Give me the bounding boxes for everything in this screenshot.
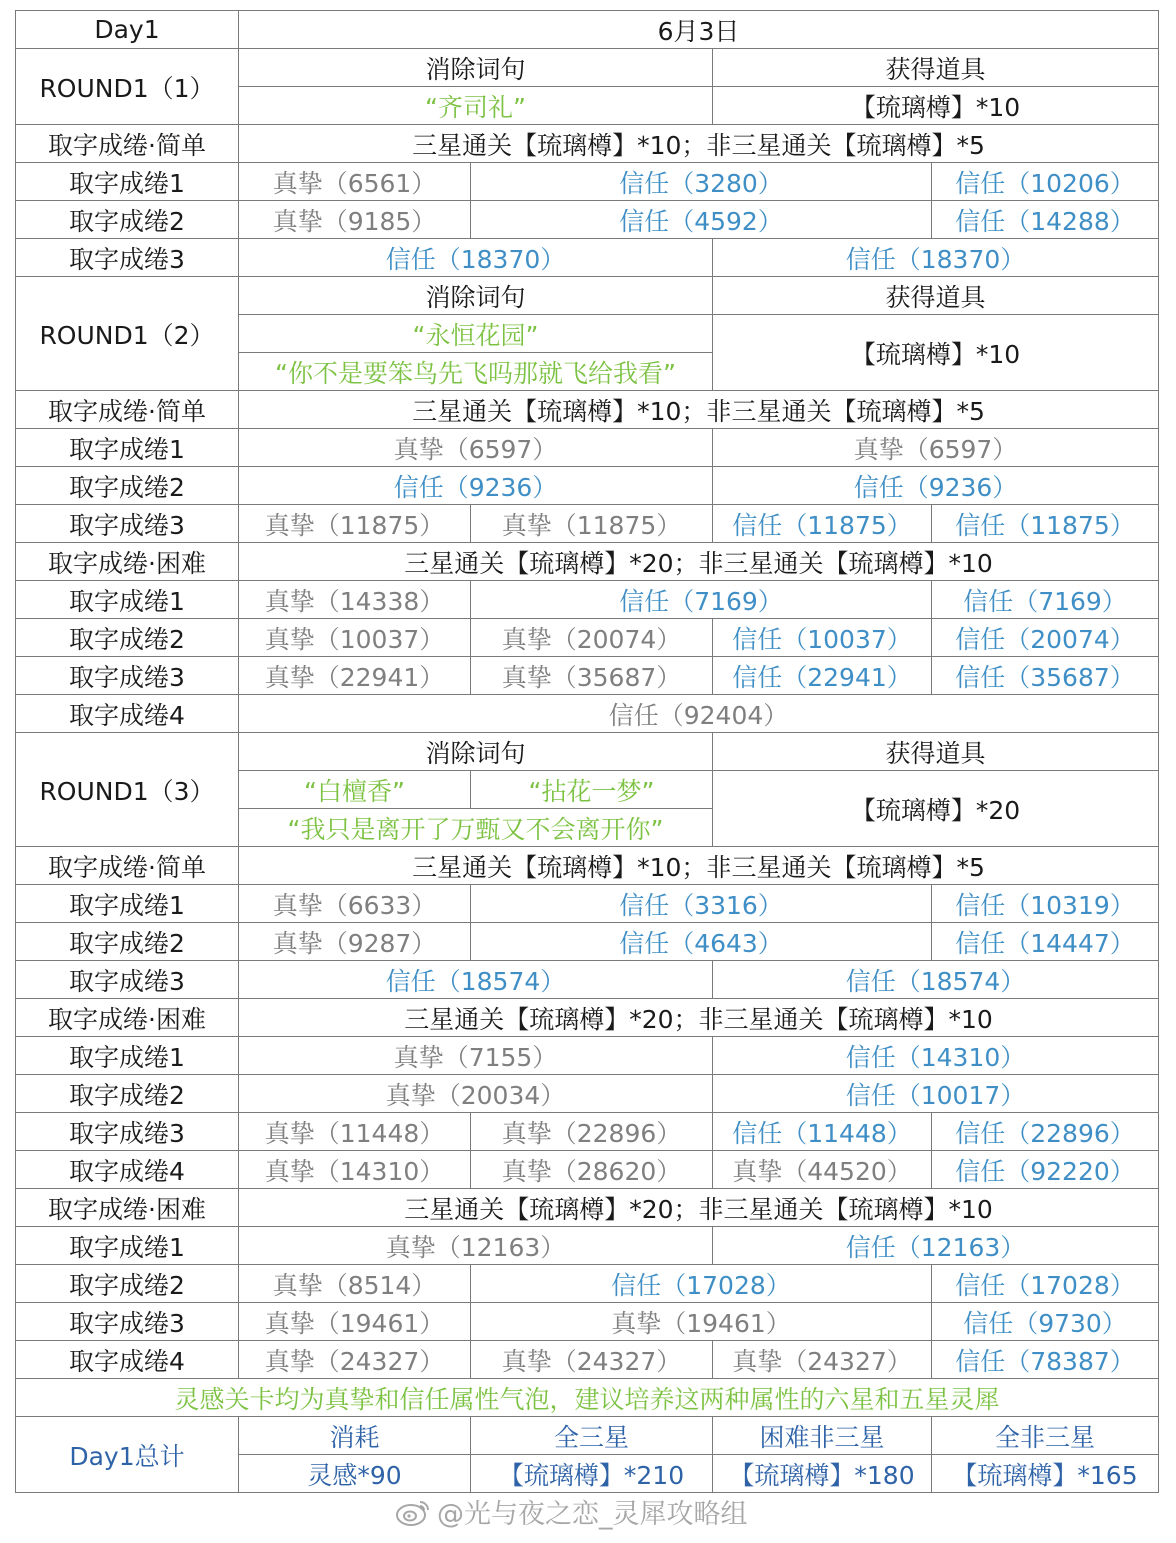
bubble-cell: 信任（4643） bbox=[471, 923, 932, 961]
bubble-cell: 真挚（10037） bbox=[239, 619, 471, 657]
table-row bbox=[16, 1151, 1159, 1189]
table-row bbox=[16, 1303, 1159, 1341]
bubble-cell: 真挚（22896） bbox=[471, 1113, 713, 1151]
table-row bbox=[16, 1037, 1159, 1075]
difficulty-label: 取字成绻·困难 bbox=[16, 999, 239, 1037]
date-label: 6月3日 bbox=[239, 11, 1159, 49]
table-row bbox=[16, 1189, 1159, 1227]
table-row bbox=[16, 1379, 1159, 1417]
reward-rule: 三星通关【琉璃樽】*10；非三星通关【琉璃樽】*5 bbox=[239, 847, 1159, 885]
bubble-cell: 信任（18370） bbox=[713, 239, 1159, 277]
bubble-cell: 信任（10206） bbox=[932, 163, 1159, 201]
level-label: 取字成绻1 bbox=[16, 885, 239, 923]
level-label: 取字成绻3 bbox=[16, 505, 239, 543]
table-row bbox=[16, 923, 1159, 961]
summary-header: 全三星 bbox=[471, 1417, 713, 1455]
item-cell: 【琉璃樽】*10 bbox=[713, 315, 1159, 391]
table-row bbox=[16, 581, 1159, 619]
bubble-cell: 真挚（9185） bbox=[239, 201, 471, 239]
difficulty-label: 取字成绻·困难 bbox=[16, 543, 239, 581]
bubble-cell: 信任（78387） bbox=[932, 1341, 1159, 1379]
table-row bbox=[16, 847, 1159, 885]
bubble-cell: 信任（11875） bbox=[713, 505, 932, 543]
level-label: 取字成绻2 bbox=[16, 1075, 239, 1113]
table-row bbox=[16, 467, 1159, 505]
bubble-cell: 信任（14310） bbox=[713, 1037, 1159, 1075]
level-label: 取字成绻2 bbox=[16, 201, 239, 239]
table-row bbox=[16, 733, 1159, 771]
bubble-cell: 真挚（12163） bbox=[239, 1227, 713, 1265]
item-header: 获得道具 bbox=[713, 49, 1159, 87]
level-label: 取字成绻3 bbox=[16, 657, 239, 695]
bubble-cell: 真挚（24327） bbox=[239, 1341, 471, 1379]
bubble-cell: 信任（14447） bbox=[932, 923, 1159, 961]
table-row bbox=[16, 49, 1159, 87]
bubble-cell: 信任（35687） bbox=[932, 657, 1159, 695]
item-header: 获得道具 bbox=[713, 277, 1159, 315]
bubble-cell: 信任（10017） bbox=[713, 1075, 1159, 1113]
watermark-text: @光与夜之恋_灵犀攻略组 bbox=[437, 1499, 748, 1530]
bubble-cell: 信任（92404） bbox=[239, 695, 1159, 733]
table-row bbox=[16, 277, 1159, 315]
table-row bbox=[16, 695, 1159, 733]
summary-value: 【琉璃樽】*210 bbox=[471, 1455, 713, 1493]
bubble-cell: 信任（3316） bbox=[471, 885, 932, 923]
bubble-cell: 信任（18370） bbox=[239, 239, 713, 277]
bubble-cell: 信任（3280） bbox=[471, 163, 932, 201]
level-label: 取字成绻1 bbox=[16, 581, 239, 619]
difficulty-label: 取字成绻·简单 bbox=[16, 391, 239, 429]
table-row bbox=[16, 1265, 1159, 1303]
bubble-cell: 真挚（14338） bbox=[239, 581, 471, 619]
table-row bbox=[16, 657, 1159, 695]
reward-rule: 三星通关【琉璃樽】*20；非三星通关【琉璃樽】*10 bbox=[239, 1189, 1159, 1227]
bubble-cell: 真挚（20034） bbox=[239, 1075, 713, 1113]
reward-rule: 三星通关【琉璃樽】*20；非三星通关【琉璃樽】*10 bbox=[239, 999, 1159, 1037]
level-label: 取字成绻2 bbox=[16, 1265, 239, 1303]
table-row bbox=[16, 163, 1159, 201]
bubble-cell: 信任（7169） bbox=[471, 581, 932, 619]
phrase-header: 消除词句 bbox=[239, 277, 713, 315]
bubble-cell: 真挚（6597） bbox=[239, 429, 713, 467]
item-cell: 【琉璃樽】*10 bbox=[713, 87, 1159, 125]
bubble-cell: 真挚（8514） bbox=[239, 1265, 471, 1303]
bubble-cell: 信任（10037） bbox=[713, 619, 932, 657]
table-row bbox=[16, 885, 1159, 923]
table-row bbox=[16, 1341, 1159, 1379]
weibo-logo-icon bbox=[395, 1497, 431, 1527]
phrase-cell: “齐司礼” bbox=[239, 87, 713, 125]
bubble-cell: 真挚（28620） bbox=[471, 1151, 713, 1189]
reward-rule: 三星通关【琉璃樽】*20；非三星通关【琉璃樽】*10 bbox=[239, 543, 1159, 581]
level-label: 取字成绻1 bbox=[16, 1227, 239, 1265]
level-label: 取字成绻4 bbox=[16, 695, 239, 733]
level-label: 取字成绻2 bbox=[16, 923, 239, 961]
level-label: 取字成绻3 bbox=[16, 1113, 239, 1151]
level-label: 取字成绻3 bbox=[16, 1303, 239, 1341]
bubble-cell: 信任（10319） bbox=[932, 885, 1159, 923]
round-title: ROUND1（1） bbox=[16, 49, 239, 125]
summary-value: 【琉璃樽】*180 bbox=[713, 1455, 932, 1493]
table-row bbox=[16, 961, 1159, 999]
bubble-cell: 真挚（24327） bbox=[713, 1341, 932, 1379]
table-row bbox=[16, 391, 1159, 429]
reward-rule: 三星通关【琉璃樽】*10；非三星通关【琉璃樽】*5 bbox=[239, 391, 1159, 429]
round-title: ROUND1（3） bbox=[16, 733, 239, 847]
summary-header: 全非三星 bbox=[932, 1417, 1159, 1455]
watermark bbox=[395, 1492, 748, 1531]
table-row bbox=[16, 201, 1159, 239]
bubble-cell: 真挚（44520） bbox=[713, 1151, 932, 1189]
bubble-cell: 信任（7169） bbox=[932, 581, 1159, 619]
bubble-cell: 信任（22896） bbox=[932, 1113, 1159, 1151]
tip-note: 灵感关卡均为真挚和信任属性气泡，建议培养这两种属性的六星和五星灵犀 bbox=[16, 1379, 1159, 1417]
bubble-cell: 信任（14288） bbox=[932, 201, 1159, 239]
bubble-cell: 真挚（20074） bbox=[471, 619, 713, 657]
phrase-cell: “白檀香” bbox=[239, 771, 471, 809]
difficulty-label: 取字成绻·困难 bbox=[16, 1189, 239, 1227]
summary-value: 【琉璃樽】*165 bbox=[932, 1455, 1159, 1493]
level-label: 取字成绻1 bbox=[16, 163, 239, 201]
bubble-cell: 真挚（6561） bbox=[239, 163, 471, 201]
table-row bbox=[16, 505, 1159, 543]
bubble-cell: 信任（4592） bbox=[471, 201, 932, 239]
bubble-cell: 真挚（19461） bbox=[471, 1303, 932, 1341]
level-label: 取字成绻3 bbox=[16, 961, 239, 999]
table-row bbox=[16, 239, 1159, 277]
bubble-cell: 真挚（6633） bbox=[239, 885, 471, 923]
event-guide-table bbox=[15, 10, 1159, 1493]
bubble-cell: 信任（18574） bbox=[239, 961, 713, 999]
phrase-cell: “拈花一梦” bbox=[471, 771, 713, 809]
table-row bbox=[16, 429, 1159, 467]
level-label: 取字成绻4 bbox=[16, 1151, 239, 1189]
item-header: 获得道具 bbox=[713, 733, 1159, 771]
bubble-cell: 信任（11448） bbox=[713, 1113, 932, 1151]
phrase-cell: “永恒花园” bbox=[239, 315, 713, 353]
bubble-cell: 真挚（11875） bbox=[239, 505, 471, 543]
bubble-cell: 真挚（11448） bbox=[239, 1113, 471, 1151]
table-row bbox=[16, 999, 1159, 1037]
bubble-cell: 信任（9730） bbox=[932, 1303, 1159, 1341]
bubble-cell: 真挚（24327） bbox=[471, 1341, 713, 1379]
item-cell: 【琉璃樽】*20 bbox=[713, 771, 1159, 847]
bubble-cell: 信任（17028） bbox=[471, 1265, 932, 1303]
summary-header: 消耗 bbox=[239, 1417, 471, 1455]
bubble-cell: 真挚（19461） bbox=[239, 1303, 471, 1341]
bubble-cell: 信任（18574） bbox=[713, 961, 1159, 999]
bubble-cell: 信任（92220） bbox=[932, 1151, 1159, 1189]
table-row bbox=[16, 1113, 1159, 1151]
bubble-cell: 信任（17028） bbox=[932, 1265, 1159, 1303]
bubble-cell: 真挚（6597） bbox=[713, 429, 1159, 467]
phrase-header: 消除词句 bbox=[239, 733, 713, 771]
difficulty-label: 取字成绻·简单 bbox=[16, 125, 239, 163]
bubble-cell: 信任（22941） bbox=[713, 657, 932, 695]
bubble-cell: 真挚（11875） bbox=[471, 505, 713, 543]
summary-label: Day1总计 bbox=[16, 1417, 239, 1493]
bubble-cell: 真挚（9287） bbox=[239, 923, 471, 961]
bubble-cell: 真挚（35687） bbox=[471, 657, 713, 695]
level-label: 取字成绻1 bbox=[16, 1037, 239, 1075]
bubble-cell: 信任（20074） bbox=[932, 619, 1159, 657]
bubble-cell: 真挚（22941） bbox=[239, 657, 471, 695]
day-label: Day1 bbox=[16, 11, 239, 49]
level-label: 取字成绻1 bbox=[16, 429, 239, 467]
table-row bbox=[16, 125, 1159, 163]
level-label: 取字成绻3 bbox=[16, 239, 239, 277]
level-label: 取字成绻4 bbox=[16, 1341, 239, 1379]
summary-value: 灵感*90 bbox=[239, 1455, 471, 1493]
level-label: 取字成绻2 bbox=[16, 619, 239, 657]
round-title: ROUND1（2） bbox=[16, 277, 239, 391]
bubble-cell: 信任（9236） bbox=[239, 467, 713, 505]
table-row bbox=[16, 619, 1159, 657]
phrase-header: 消除词句 bbox=[239, 49, 713, 87]
level-label: 取字成绻2 bbox=[16, 467, 239, 505]
table-row bbox=[16, 1075, 1159, 1113]
bubble-cell: 真挚（7155） bbox=[239, 1037, 713, 1075]
table-row bbox=[16, 543, 1159, 581]
phrase-cell: “我只是离开了万甄又不会离开你” bbox=[239, 809, 713, 847]
bubble-cell: 真挚（14310） bbox=[239, 1151, 471, 1189]
bubble-cell: 信任（9236） bbox=[713, 467, 1159, 505]
table-header-row bbox=[16, 11, 1159, 49]
bubble-cell: 信任（12163） bbox=[713, 1227, 1159, 1265]
phrase-cell: “你不是要笨鸟先飞吗那就飞给我看” bbox=[239, 353, 713, 391]
table-row bbox=[16, 1227, 1159, 1265]
bubble-cell: 信任（11875） bbox=[932, 505, 1159, 543]
reward-rule: 三星通关【琉璃樽】*10；非三星通关【琉璃樽】*5 bbox=[239, 125, 1159, 163]
difficulty-label: 取字成绻·简单 bbox=[16, 847, 239, 885]
summary-header: 困难非三星 bbox=[713, 1417, 932, 1455]
summary-header-row bbox=[16, 1417, 1159, 1455]
